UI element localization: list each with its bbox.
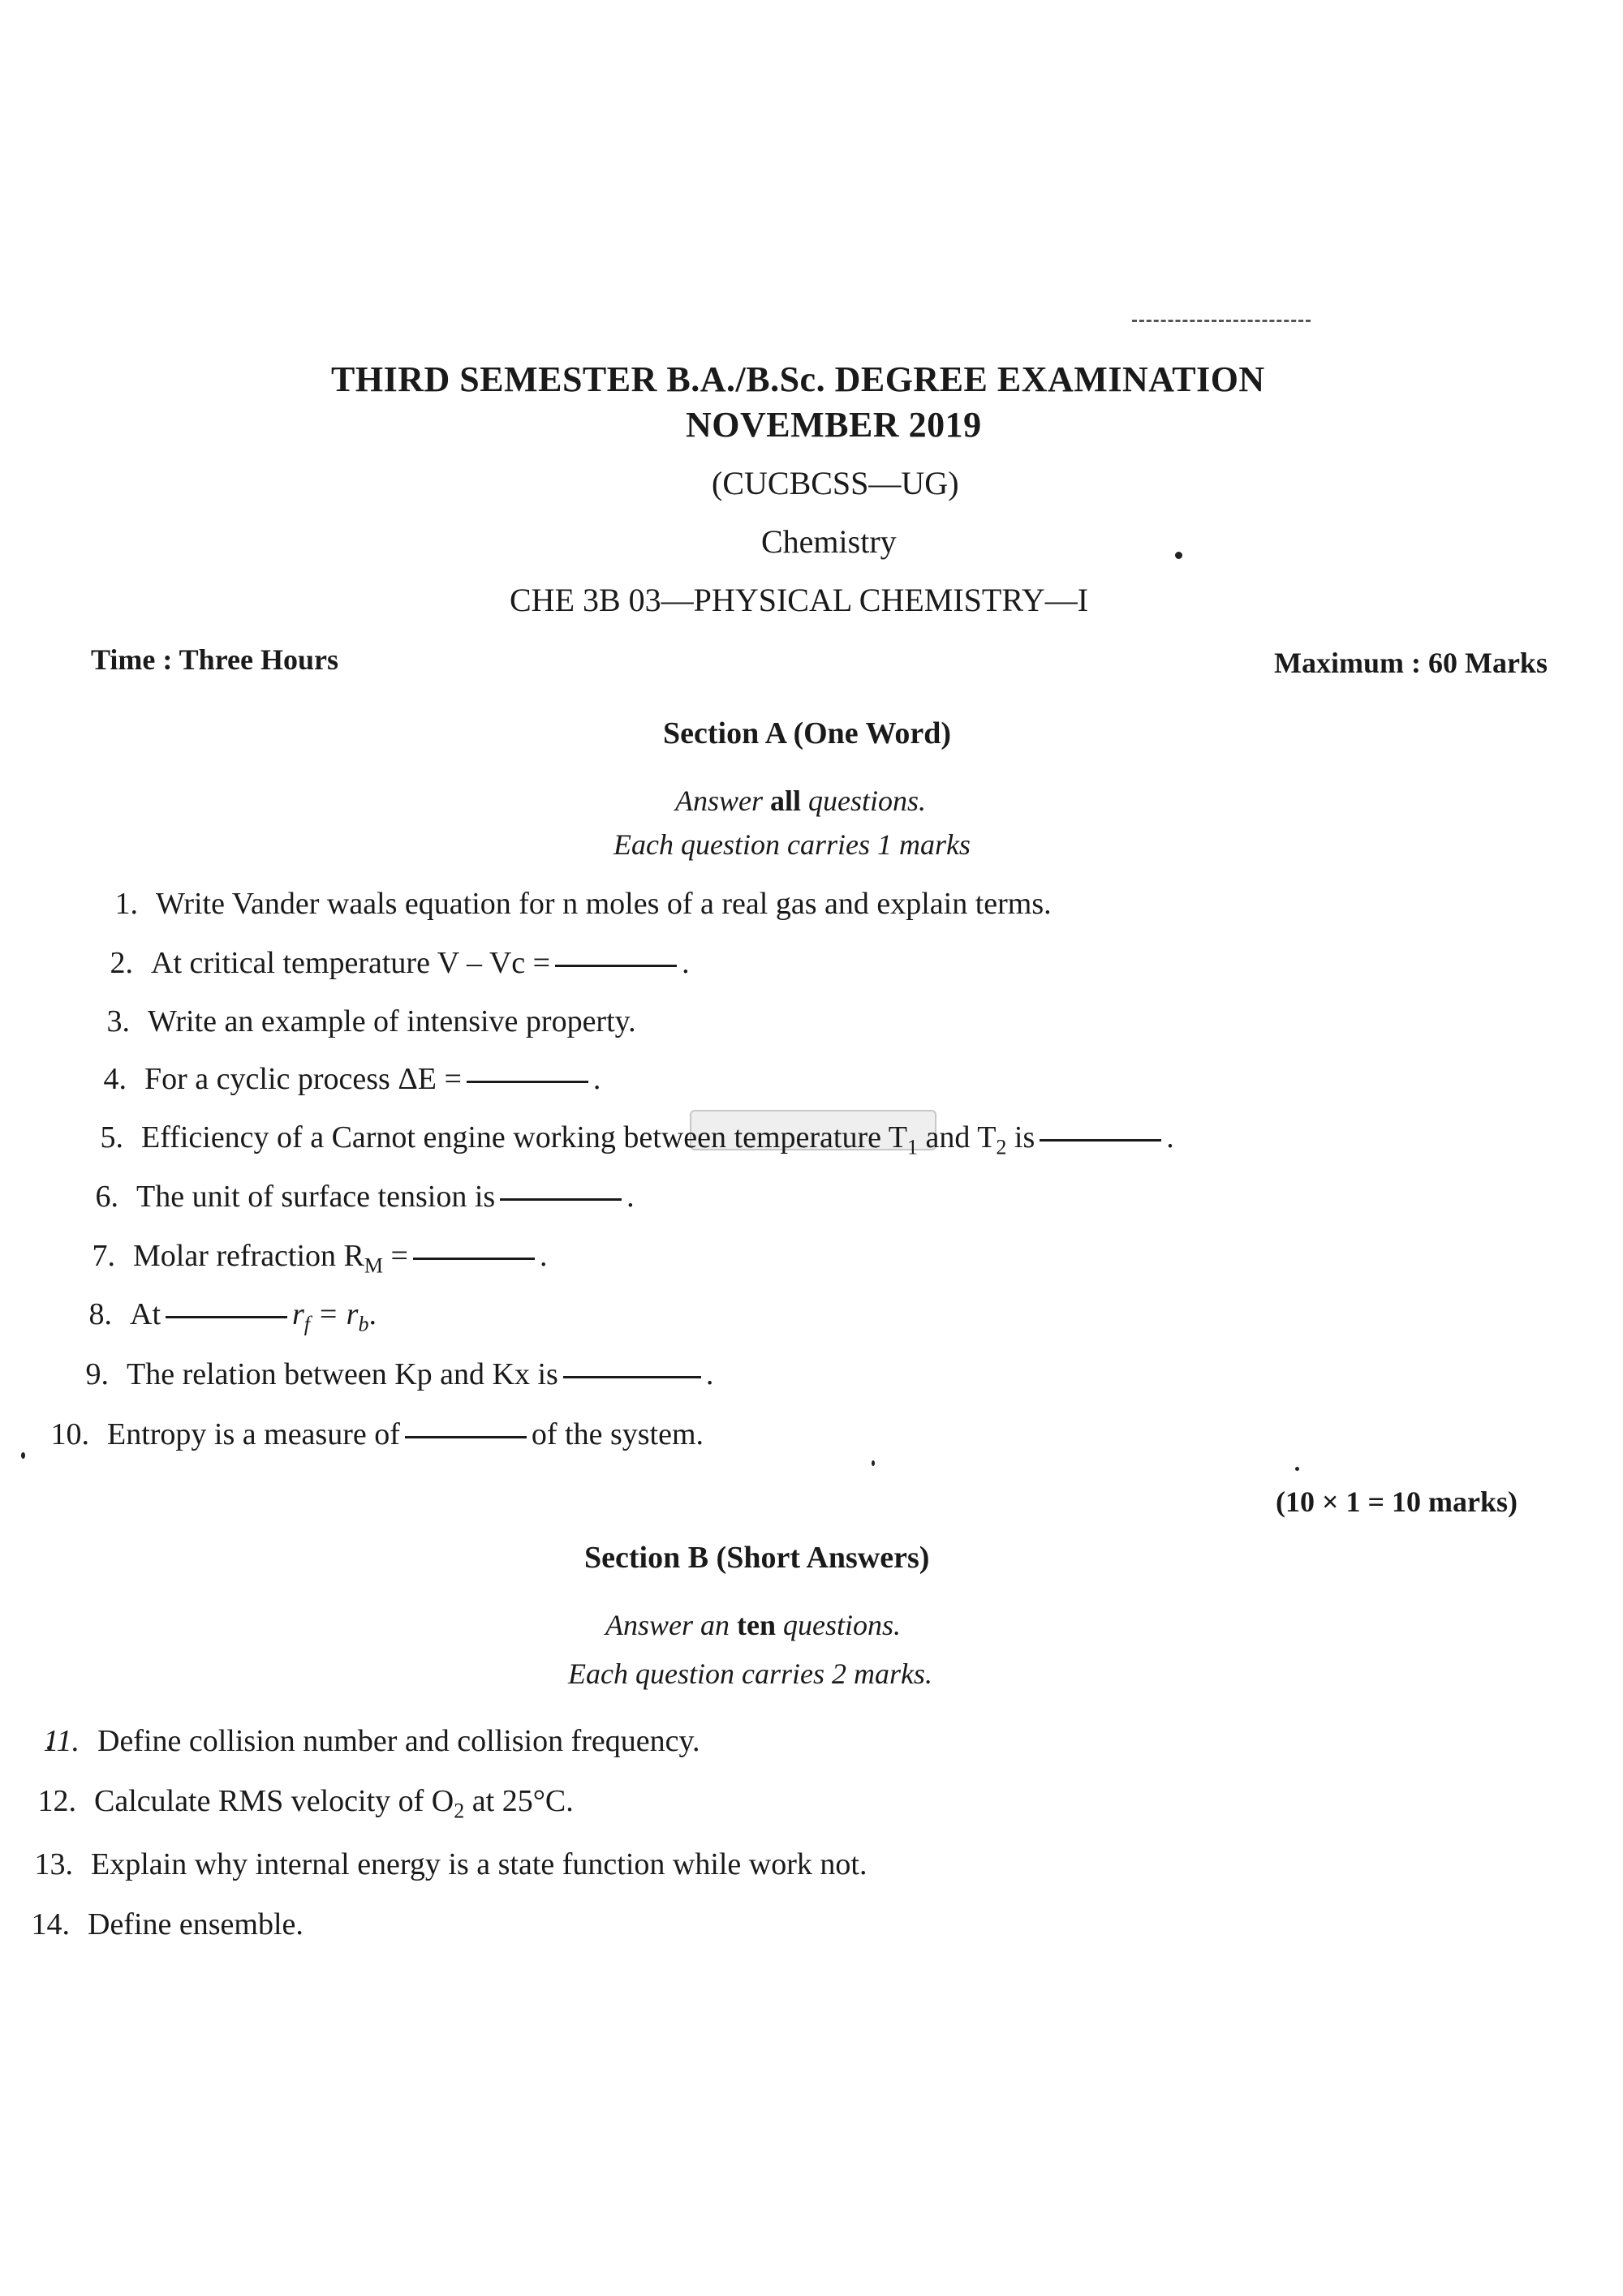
question-end: . [705, 1357, 714, 1391]
question-number: 6. [95, 1180, 118, 1214]
question-13 [16, 1847, 867, 1882]
ink-speck [872, 1460, 875, 1466]
question-text: Calculate RMS velocity of O [94, 1784, 454, 1818]
question-text: Write an example of intensive property. [148, 1004, 636, 1038]
question-number: 13. [34, 1847, 73, 1881]
question-14 [13, 1907, 304, 1942]
exam-paper: CHE 3B 03—PHYSICAL CHEMISTRY—I [510, 582, 1089, 618]
ink-speck [1295, 1467, 1299, 1471]
question-text: Explain why internal energy is a state function while work not. [91, 1847, 867, 1881]
question-text: Write Vander waals equation for n moles of a real gas and explain terms. [156, 887, 1052, 921]
subscript: 2 [996, 1135, 1007, 1159]
question-7 [58, 1238, 547, 1279]
top-edge-mark [1132, 320, 1311, 327]
question-end: . [539, 1239, 548, 1273]
question-text: Entropy is a measure of [107, 1417, 400, 1451]
exam-subject: Chemistry [761, 523, 897, 560]
section-a-instruction-1 [675, 784, 926, 818]
question-3 [73, 1004, 636, 1039]
question-number: 14. [31, 1907, 70, 1941]
instruction-prefix: Answer [605, 1609, 693, 1641]
question-2 [76, 945, 690, 981]
question-end: . [368, 1297, 377, 1331]
question-end: . [1166, 1120, 1174, 1154]
answer-blank [1040, 1139, 1161, 1142]
question-number: 7. [92, 1239, 115, 1273]
section-a-marks: (10 × 1 = 10 marks) [1276, 1486, 1518, 1518]
question-text: = [383, 1239, 408, 1273]
question-9 [52, 1357, 713, 1392]
section-b-title: Section B (Short Answers) [584, 1541, 930, 1575]
question-text: at 25°C. [464, 1784, 574, 1818]
instruction-emphasis: all [770, 785, 802, 817]
question-text: Efficiency of a Carnot engine working between temperature T [141, 1120, 908, 1154]
question-text: At critical temperature V – Vc = [151, 946, 551, 980]
question-12 [19, 1783, 574, 1824]
question-number: 3. [106, 1004, 130, 1038]
question-number: 11. [43, 1724, 80, 1758]
ink-speck [1175, 552, 1182, 559]
question-5 [67, 1120, 1174, 1160]
question-text: The relation between Kp and Kx is [127, 1357, 558, 1391]
question-text: Define collision number and collision frequency. [97, 1724, 700, 1758]
section-a-title: Section A (One Word) [663, 716, 952, 750]
question-end: . [592, 1062, 601, 1096]
question-number: 12. [37, 1784, 76, 1818]
subscript: M [364, 1253, 384, 1278]
question-6 [62, 1179, 635, 1215]
question-end: of the system. [531, 1417, 704, 1451]
section-b-instruction-2: Each question carries 2 marks. [568, 1658, 932, 1690]
maximum-marks: Maximum : 60 Marks [1274, 647, 1548, 679]
answer-blank [405, 1436, 527, 1438]
time-allowed: Time : Three Hours [91, 643, 338, 676]
answer-blank [555, 965, 677, 967]
answer-blank [413, 1258, 535, 1260]
answer-blank [467, 1081, 588, 1083]
section-b-instruction-1 [605, 1608, 901, 1642]
question-number: 4. [103, 1062, 127, 1096]
section-a-instruction-2: Each question carries 1 marks [613, 828, 971, 861]
instruction-prefix: Answer [675, 785, 763, 817]
instruction-suffix: questions. [783, 1609, 902, 1641]
answer-blank [166, 1316, 287, 1318]
rate-backward: = r [310, 1297, 359, 1331]
instruction-article: an [700, 1609, 730, 1641]
question-10 [32, 1417, 704, 1452]
ink-speck [21, 1452, 25, 1459]
question-8 [55, 1296, 377, 1337]
question-text: is [1006, 1120, 1035, 1154]
rate-forward: r [292, 1297, 304, 1331]
answer-blank [500, 1198, 622, 1201]
question-11 [23, 1723, 700, 1759]
question-text: At [130, 1297, 161, 1331]
instruction-emphasis: ten [737, 1609, 776, 1641]
question-number: 5. [100, 1120, 123, 1154]
question-number: 9. [85, 1357, 109, 1391]
question-1 [81, 886, 1052, 922]
question-text: For a cyclic process ΔE = [144, 1062, 462, 1096]
exam-scheme: (CUCBCSS—UG) [712, 465, 959, 501]
question-number: 2. [110, 946, 133, 980]
question-text: Molar refraction R [133, 1239, 364, 1273]
subscript: 1 [907, 1135, 919, 1159]
exam-title: THIRD SEMESTER B.A./B.Sc. DEGREE EXAMINATION [331, 359, 1265, 399]
subscript: f [304, 1312, 311, 1336]
question-end: . [626, 1180, 635, 1214]
instruction-suffix: questions. [808, 785, 927, 817]
question-number: 8. [88, 1297, 112, 1331]
subscript: b [358, 1312, 369, 1336]
subscript: 2 [454, 1799, 465, 1823]
question-text: and T [918, 1120, 997, 1154]
answer-blank [563, 1376, 701, 1378]
question-end: . [682, 946, 690, 980]
question-text: Define ensemble. [88, 1907, 304, 1941]
question-text: The unit of surface tension is [136, 1180, 496, 1214]
question-4 [70, 1061, 601, 1097]
question-number: 1. [114, 887, 138, 921]
exam-session: NOVEMBER 2019 [686, 405, 982, 445]
question-number: 10. [50, 1417, 89, 1451]
